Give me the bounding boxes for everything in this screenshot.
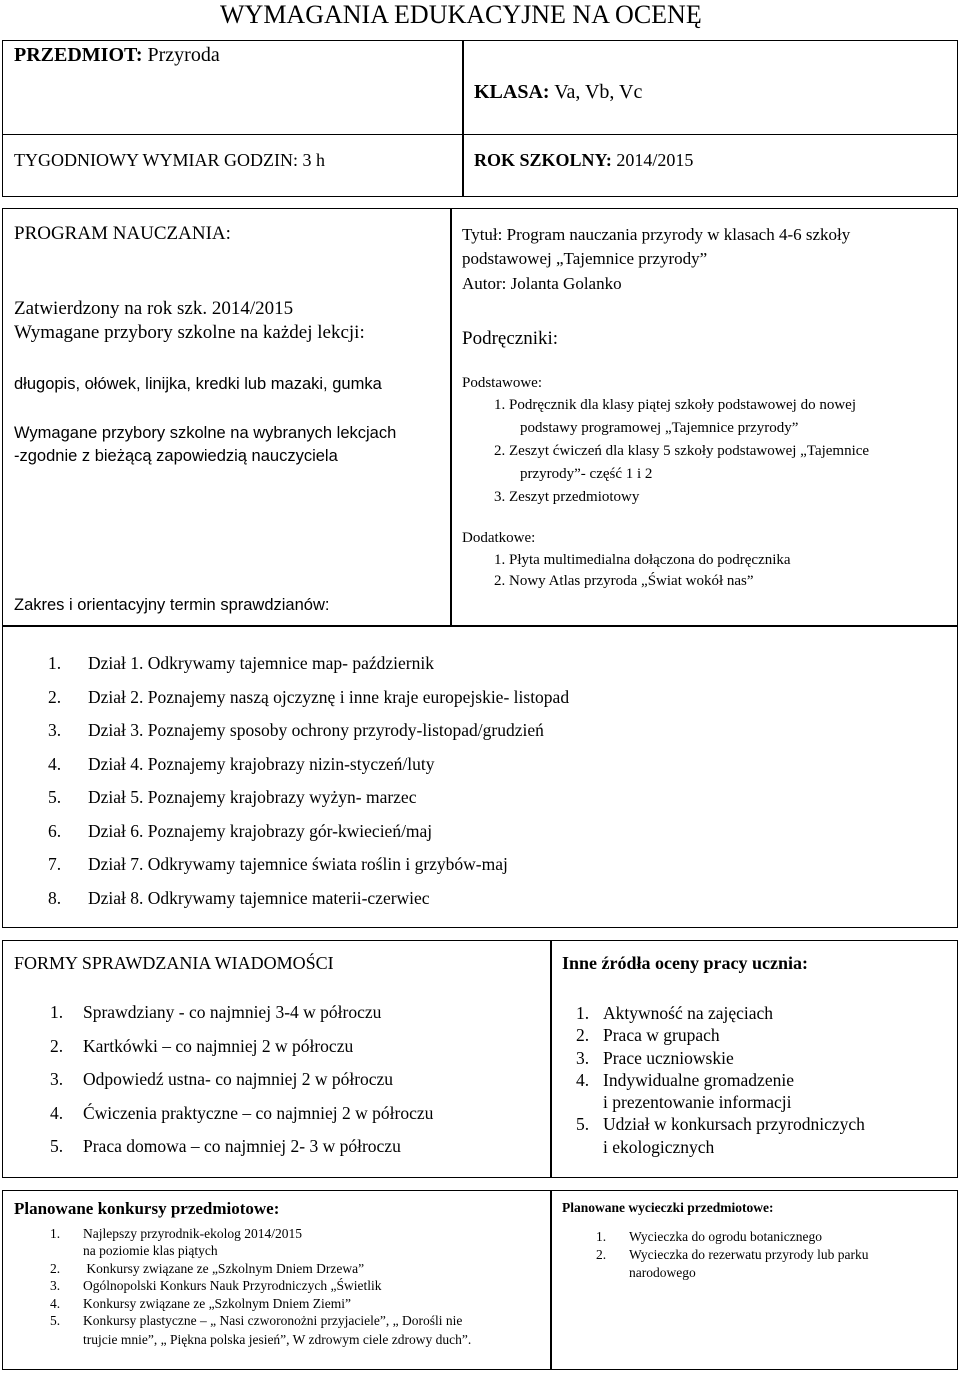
- list-num: 3.: [50, 1069, 64, 1089]
- przedmiot-value: Przyroda: [147, 44, 220, 66]
- przybory-value: długopis, ołówek, linijka, kredki lub mazaki, gumka: [14, 375, 382, 393]
- wybrane-label: Wymagane przybory szkolne na wybranych lekcjach: [14, 424, 397, 442]
- list-item: [576, 1047, 865, 1069]
- list-item: [596, 1228, 868, 1246]
- list-item-cont: trujcie mnie”, „ Piękna polska jesień”, W zdrowym ciele zdrowy duch”.: [83, 1332, 472, 1348]
- list-text: Konkursy związane ze „Szkolnym Dniem Ziemi”: [83, 1295, 352, 1311]
- list-text: Dział 6. Poznajemy krajobrazy gór-kwiecień/maj: [88, 820, 433, 841]
- list-num: 1.: [50, 1226, 61, 1241]
- rok-line: [474, 150, 693, 171]
- list-item: [48, 720, 569, 754]
- list-item: [50, 1295, 471, 1312]
- list-item: [48, 687, 569, 721]
- rok-label: ROK SZKOLNY:: [474, 150, 612, 170]
- list-num: 7.: [48, 854, 62, 874]
- list-item: [50, 1260, 471, 1277]
- list-num: 2.: [596, 1247, 607, 1262]
- przedmiot-label: PRZEDMIOT:: [14, 44, 143, 66]
- list-text: Praca w grupach: [603, 1025, 720, 1046]
- list-text: Podręcznik dla klasy piątej szkoły podstawowej do nowej: [509, 397, 857, 413]
- list-item: [596, 1246, 868, 1264]
- list-item: [48, 821, 569, 855]
- list-text: Ćwiczenia praktyczne – co najmniej 2 w półroczu: [83, 1102, 434, 1123]
- list-item: [50, 1069, 433, 1103]
- list-item: [50, 1036, 433, 1070]
- konkursy-divider: [550, 1190, 552, 1370]
- inne-list: [576, 1002, 865, 1158]
- dodatkowe-label: Dodatkowe:: [462, 530, 536, 546]
- list-text: Wycieczka do rezerwatu przyrody lub parku: [629, 1247, 869, 1262]
- list-item: [50, 1103, 433, 1137]
- list-num: 5.: [50, 1136, 64, 1156]
- list-text: Sprawdziany - co najmniej 3-4 w półroczu: [83, 1002, 382, 1022]
- konkursy-label: Planowane konkursy przedmiotowe:: [14, 1199, 280, 1218]
- page-title: WYMAGANIA EDUKACYJNE NA OCENĘ: [220, 0, 702, 29]
- list-num: 4.: [50, 1102, 64, 1123]
- list-num: 1.: [576, 1003, 590, 1023]
- konkursy-list: [50, 1225, 471, 1350]
- przybory-label: Wymagane przybory szkolne na każdej lekcji:: [14, 322, 365, 343]
- list-num: 4.: [576, 1069, 590, 1090]
- list-text: Praca domowa – co najmniej 2- 3 w półroczu: [83, 1136, 401, 1156]
- list-text: Najlepszy przyrodnik-ekolog 2014/2015: [83, 1226, 302, 1241]
- list-num: 1.: [596, 1229, 607, 1244]
- list-text: Dział 7. Odkrywamy tajemnice świata roślin i grzybów-maj: [88, 854, 508, 874]
- list-num: 2.: [50, 1260, 61, 1276]
- list-text: Aktywność na zajęciach: [603, 1003, 774, 1023]
- list-num: 2.: [494, 443, 506, 459]
- list-text: Dział 1. Odkrywamy tajemnice map- październik: [88, 653, 434, 673]
- program-divider: [450, 208, 452, 626]
- list-text: Dział 4. Poznajemy krajobrazy nizin-styczeń/luty: [88, 753, 435, 774]
- list-item-cont: podstawy programowej „Tajemnice przyrody”: [520, 420, 799, 436]
- list-item-cont: przyrody”- część 1 i 2: [520, 466, 653, 482]
- list-text: Konkursy plastyczne – „ Nasi czworonożni przyjaciele”, „ Dorośli nie: [83, 1313, 463, 1329]
- list-text: Konkursy związane ze „Szkolnym Dniem Drzewa”: [83, 1260, 365, 1276]
- list-item: [576, 1113, 865, 1135]
- list-text: Zeszyt przedmiotowy: [509, 489, 640, 505]
- podstawowe-label: Podstawowe:: [462, 375, 542, 391]
- list-item-cont: narodowego: [629, 1265, 696, 1280]
- list-item: [494, 552, 791, 569]
- list-text: Nowy Atlas przyroda „Świat wokół nas”: [509, 573, 754, 589]
- list-item: [494, 489, 639, 506]
- list-num: 2.: [48, 686, 62, 707]
- list-item: [576, 1024, 865, 1046]
- formy-label: FORMY SPRAWDZANIA WIADOMOŚCI: [14, 953, 334, 973]
- list-item: [48, 754, 569, 788]
- list-num: 4.: [50, 1295, 61, 1311]
- list-num: 1.: [48, 653, 62, 673]
- tytul-line2: podstawowej „Tajemnice przyrody”: [462, 249, 708, 268]
- wycieczki-list: [596, 1228, 868, 1282]
- przedmiot-line: [14, 44, 220, 67]
- list-num: 3.: [494, 489, 506, 505]
- list-num: 2.: [576, 1025, 590, 1046]
- list-num: 3.: [48, 720, 62, 740]
- dzialy-list: [48, 653, 569, 921]
- zakres-label: Zakres i orientacyjny termin sprawdzianów:: [14, 596, 330, 614]
- list-num: 6.: [48, 820, 62, 841]
- list-item-cont: i ekologicznych: [603, 1136, 715, 1157]
- list-item: [494, 573, 754, 590]
- list-num: 1.: [494, 552, 506, 568]
- list-num: 5.: [48, 787, 62, 807]
- list-num: 1.: [50, 1002, 64, 1022]
- list-item: [50, 1277, 471, 1294]
- program-label: PROGRAM NAUCZANIA:: [14, 223, 231, 244]
- list-num: 5.: [576, 1114, 590, 1135]
- list-num: 2.: [50, 1035, 64, 1056]
- tytul-line1: Tytuł: Program nauczania przyrody w klasach 4-6 szkoły: [462, 225, 851, 244]
- wybrane-value: -zgodnie z bieżącą zapowiedzią nauczyciela: [14, 447, 338, 465]
- list-item: [48, 854, 569, 888]
- list-text: Zeszyt ćwiczeń dla klasy 5 szkoły podstawowej „Tajemnice: [509, 443, 870, 459]
- godziny-label: TYGODNIOWY WYMIAR GODZIN: 3 h: [14, 150, 325, 170]
- formy-divider: [550, 940, 552, 1178]
- list-text: Wycieczka do ogrodu botanicznego: [629, 1229, 822, 1244]
- list-num: 4.: [48, 753, 62, 774]
- rok-value: 2014/2015: [616, 150, 694, 170]
- podreczniki-label: Podręczniki:: [462, 328, 559, 349]
- list-text: Dział 3. Poznajemy sposoby ochrony przyrody-listopad/grudzień: [88, 720, 544, 740]
- klasa-line: [474, 81, 642, 104]
- list-text: Prace uczniowskie: [603, 1047, 734, 1068]
- list-item-cont: i prezentowanie informacji: [603, 1092, 792, 1113]
- list-text: Indywidualne gromadzenie: [603, 1069, 794, 1090]
- list-num: 3.: [50, 1278, 61, 1294]
- list-item-cont: na poziomie klas piątych: [83, 1243, 218, 1259]
- list-item: [50, 1136, 433, 1170]
- list-text: Kartkówki – co najmniej 2 w półroczu: [83, 1035, 354, 1056]
- list-text: Dział 2. Poznajemy naszą ojczyznę i inne kraje europejskie- listopad: [88, 686, 570, 707]
- list-text: Ogólnopolski Konkurs Nauk Przyrodniczych „Świetlik: [83, 1278, 382, 1294]
- list-item: [50, 1002, 433, 1036]
- list-item: [48, 787, 569, 821]
- list-item: [50, 1312, 471, 1329]
- list-item: [48, 653, 569, 687]
- list-num: 2.: [494, 573, 506, 589]
- list-num: 5.: [50, 1313, 61, 1329]
- list-text: Płyta multimedialna dołączona do podręcznika: [509, 552, 791, 568]
- klasa-value: Va, Vb, Vc: [554, 81, 643, 103]
- list-item: [576, 1002, 865, 1024]
- zatwierdzony: Zatwierdzony na rok szk. 2014/2015: [14, 298, 294, 319]
- list-text: Dział 5. Poznajemy krajobrazy wyżyn- marzec: [88, 787, 417, 807]
- inne-label: Inne źródła oceny pracy ucznia:: [562, 953, 808, 973]
- list-item: [494, 397, 856, 414]
- list-text: Dział 8. Odkrywamy tajemnice materii-czerwiec: [88, 887, 430, 908]
- list-text: Odpowiedź ustna- co najmniej 2 w półroczu: [83, 1069, 394, 1089]
- formy-list: [50, 1002, 433, 1170]
- klasa-label: KLASA:: [474, 81, 550, 103]
- list-num: 1.: [494, 397, 506, 413]
- wycieczki-label: Planowane wycieczki przedmiotowe:: [562, 1200, 774, 1215]
- autor: Autor: Jolanta Golanko: [462, 274, 622, 293]
- list-item: [494, 443, 869, 460]
- list-item: [48, 888, 569, 922]
- list-num: 8.: [48, 887, 62, 908]
- program-hline: [2, 625, 958, 627]
- list-item: [50, 1225, 471, 1242]
- header-divider: [462, 40, 464, 197]
- list-text: Udział w konkursach przyrodniczych: [603, 1114, 865, 1135]
- list-item: [576, 1069, 865, 1091]
- list-num: 3.: [576, 1047, 590, 1068]
